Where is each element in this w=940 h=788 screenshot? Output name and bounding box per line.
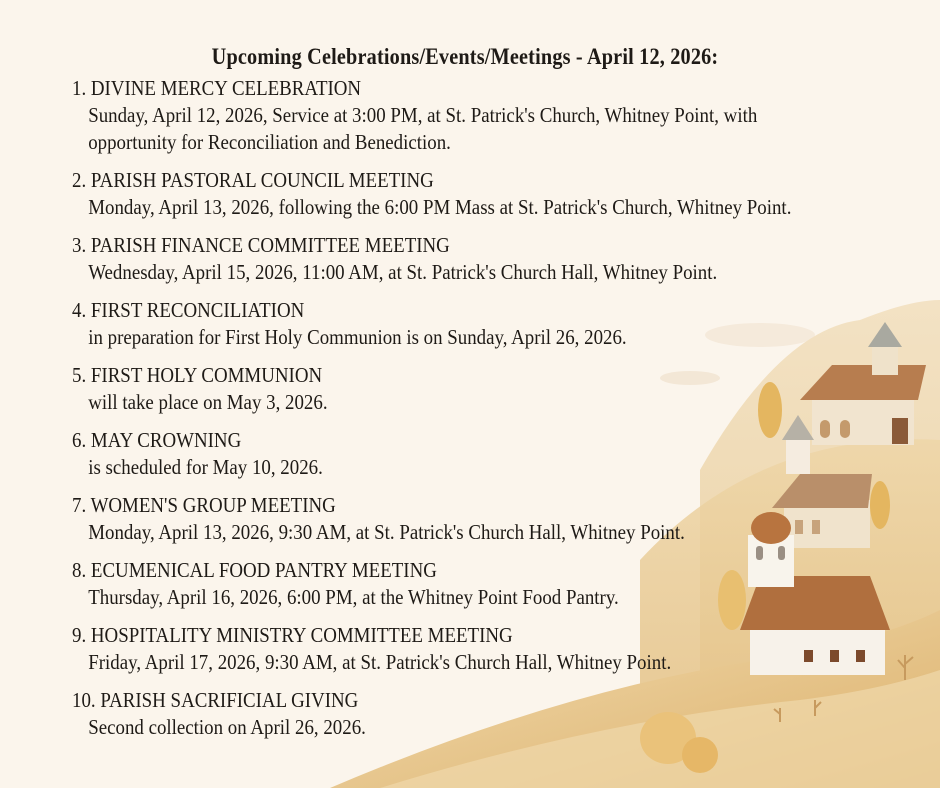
event-item bbox=[72, 298, 792, 351]
event-item bbox=[72, 688, 792, 741]
event-item bbox=[72, 363, 792, 416]
event-number: 2. bbox=[72, 168, 87, 192]
event-number: 9. bbox=[72, 623, 87, 647]
event-number: 1. bbox=[72, 76, 87, 100]
event-description: Sunday, April 12, 2026, Service at 3:00 PM, at St. Patrick's Church, Whitney Point, with opportunity for Reconciliation and Benediction. bbox=[88, 103, 758, 154]
event-number: 10. bbox=[72, 688, 96, 712]
event-description: will take place on May 3, 2026. bbox=[88, 390, 328, 414]
event-item bbox=[72, 233, 792, 286]
event-heading bbox=[72, 76, 792, 100]
event-item bbox=[72, 168, 792, 221]
event-description: Friday, April 17, 2026, 9:30 AM, at St. Patrick's Church Hall, Whitney Point. bbox=[88, 650, 672, 674]
event-name: HOSPITALITY MINISTRY COMMITTEE MEETING bbox=[90, 623, 513, 647]
event-description: Second collection on April 26, 2026. bbox=[88, 715, 366, 739]
event-number: 5. bbox=[72, 363, 87, 387]
event-heading bbox=[72, 233, 792, 257]
event-name: WOMEN'S GROUP MEETING bbox=[90, 493, 336, 517]
event-name: FIRST HOLY COMMUNION bbox=[90, 363, 323, 387]
event-heading bbox=[72, 363, 792, 387]
event-number: 3. bbox=[72, 233, 87, 257]
event-description: Wednesday, April 15, 2026, 11:00 AM, at St. Patrick's Church Hall, Whitney Point. bbox=[88, 260, 718, 284]
event-heading bbox=[72, 298, 792, 322]
event-heading bbox=[72, 168, 792, 192]
event-item bbox=[72, 428, 792, 481]
event-name: ECUMENICAL FOOD PANTRY MEETING bbox=[90, 558, 437, 582]
event-number: 4. bbox=[72, 298, 87, 322]
event-description: Thursday, April 16, 2026, 6:00 PM, at the Whitney Point Food Pantry. bbox=[88, 585, 619, 609]
event-number: 7. bbox=[72, 493, 87, 517]
event-number: 6. bbox=[72, 428, 87, 452]
event-heading bbox=[72, 558, 792, 582]
event-item bbox=[72, 493, 792, 546]
event-name: MAY CROWNING bbox=[90, 428, 242, 452]
event-name: PARISH FINANCE COMMITTEE MEETING bbox=[90, 233, 450, 257]
event-item bbox=[72, 623, 792, 676]
page-title: Upcoming Celebrations/Events/Meetings - April 12, 2026: bbox=[211, 44, 719, 69]
event-heading bbox=[72, 623, 792, 647]
event-item bbox=[72, 558, 792, 611]
event-name: PARISH SACRIFICIAL GIVING bbox=[100, 688, 359, 712]
event-description: is scheduled for May 10, 2026. bbox=[88, 455, 323, 479]
event-number: 8. bbox=[72, 558, 87, 582]
event-name: PARISH PASTORAL COUNCIL MEETING bbox=[90, 168, 434, 192]
event-heading bbox=[72, 493, 792, 517]
event-name: FIRST RECONCILIATION bbox=[90, 298, 305, 322]
event-name: DIVINE MERCY CELEBRATION bbox=[90, 76, 362, 100]
event-heading bbox=[72, 688, 792, 712]
event-heading bbox=[72, 428, 792, 452]
event-description: Monday, April 13, 2026, 9:30 AM, at St. Patrick's Church Hall, Whitney Point. bbox=[88, 520, 685, 544]
event-item bbox=[72, 76, 792, 156]
event-description: Monday, April 13, 2026, following the 6:00 PM Mass at St. Patrick's Church, Whitney Point. bbox=[88, 195, 792, 219]
event-description: in preparation for First Holy Communion is on Sunday, April 26, 2026. bbox=[88, 325, 627, 349]
